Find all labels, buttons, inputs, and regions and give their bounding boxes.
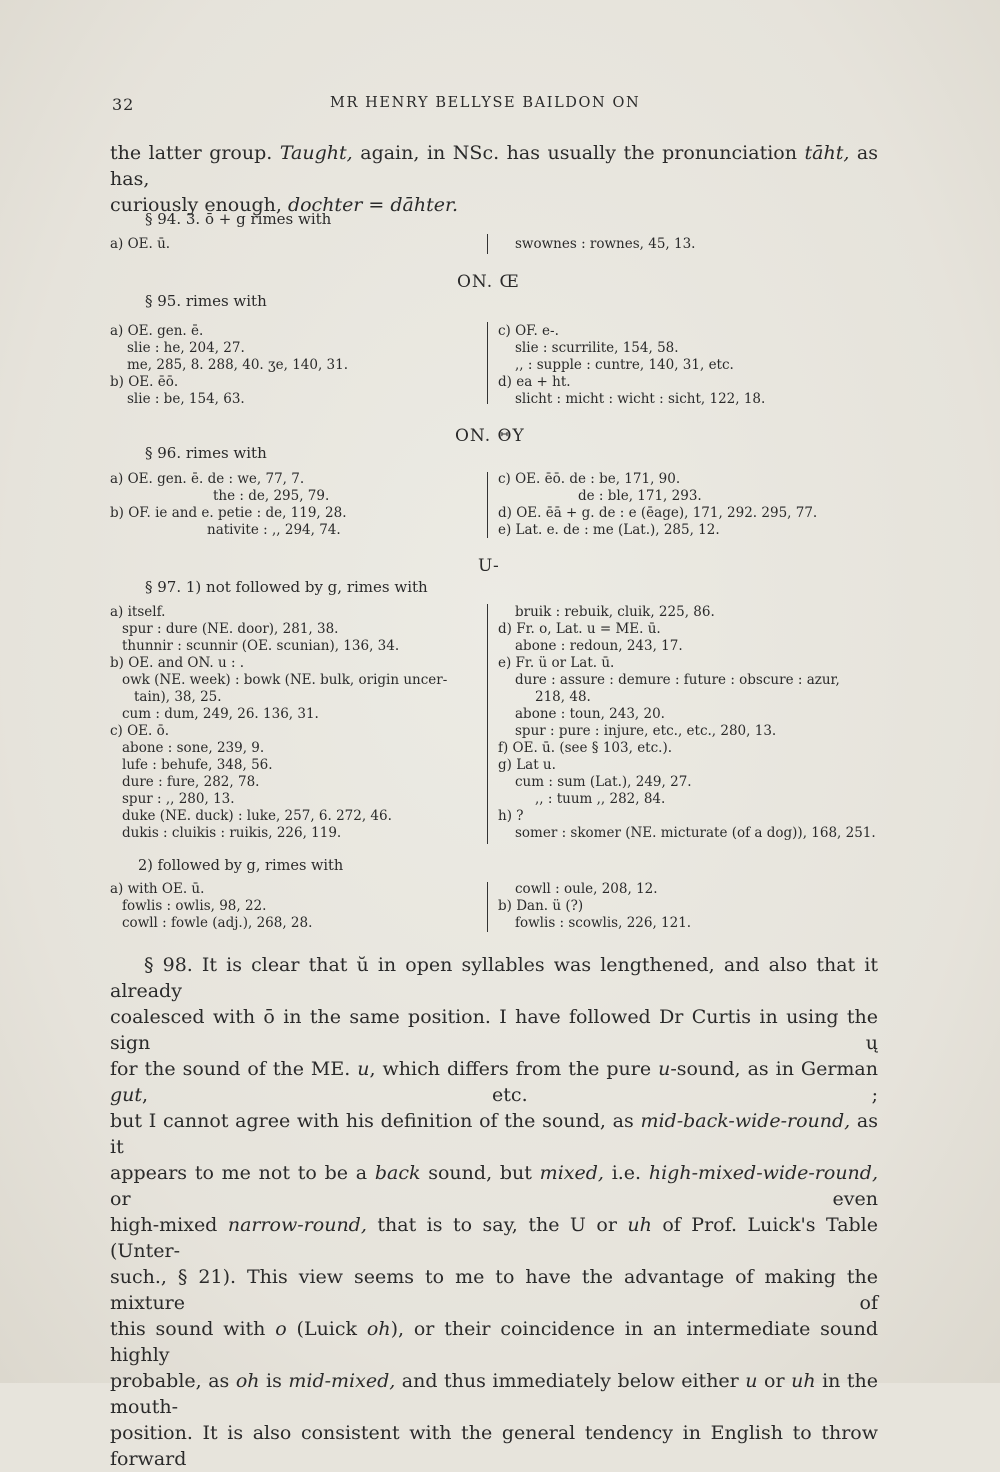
s98-line: but I cannot agree with his definition of the sound, as mid-back-wide-round, as it xyxy=(110,1110,878,1158)
s95-right-line: slie : scurrilite, 154, 58. xyxy=(515,340,679,356)
s96-left-line: a) OE. gen. ē. de : we, 77, 7. xyxy=(110,471,305,487)
s97-left2-column xyxy=(110,881,312,932)
s95-right-line: slicht : micht : wicht : sicht, 122, 18. xyxy=(515,391,766,407)
section-97-heading: § 97. 1) not followed by g, rimes with xyxy=(145,578,428,596)
s97-right2-column xyxy=(498,881,691,932)
s97-left-line: spur : dure (NE. door), 281, 38. xyxy=(122,621,339,637)
s97-left-line: owk (NE. week) : bowk (NE. bulk, origin uncer- xyxy=(122,672,448,688)
s97-right-line: abone : redoun, 243, 17. xyxy=(515,638,683,654)
s97-left-column xyxy=(110,604,447,842)
s96-right-line: c) OE. ēō. de : be, 171, 90. xyxy=(498,471,681,487)
s95-right-line: c) OF. e-. xyxy=(498,323,559,339)
s97-right-column xyxy=(498,604,876,842)
s97-right-line: cum : sum (Lat.), 249, 27. xyxy=(515,774,692,790)
heading-u: U- xyxy=(478,556,500,576)
s96-right-column xyxy=(498,471,817,539)
s97-left2-line: cowll : fowle (adj.), 268, 28. xyxy=(122,915,313,931)
page-number: 32 xyxy=(112,95,135,114)
s97-left2-line: a) with OE. ū. xyxy=(110,881,205,897)
s97-right-line: abone : toun, 243, 20. xyxy=(515,706,665,722)
s97-left-line: thunnir : scunnir (OE. scunian), 136, 34. xyxy=(122,638,400,654)
s97-right-line: 218, 48. xyxy=(535,689,591,705)
s96-right-line: d) OE. ēā + g. de : e (ēage), 171, 292. 295, 77. xyxy=(498,505,818,521)
s97-right2-line: b) Dan. ü (?) xyxy=(498,898,584,914)
s94-left-line: a) OE. ū. xyxy=(110,236,171,252)
s94-right-line: swownes : rownes, 45, 13. xyxy=(515,236,696,252)
section-95-heading: § 95. rimes with xyxy=(145,292,267,310)
intro-line-1: the latter group. Taught, again, in NSc. has usually the pronunciation tāht, as has, xyxy=(110,142,879,190)
s97-left-line: spur : ,, 280, 13. xyxy=(122,791,235,807)
s98-line: coalesced with ō in the same position. I have followed Dr Curtis in using the sign ų xyxy=(110,1006,878,1054)
s96-right-line: e) Lat. e. de : me (Lat.), 285, 12. xyxy=(498,522,720,538)
s98-line: high-mixed narrow-round, that is to say, the U or uh of Prof. Luick's Table (Unter- xyxy=(110,1214,879,1262)
s97-left-line: abone : sone, 239, 9. xyxy=(122,740,265,756)
intro-paragraph xyxy=(110,140,878,218)
s98-line: this sound with o (Luick oh), or their coincidence in an intermediate sound highly xyxy=(110,1318,878,1366)
s98-line: probable, as oh is mid-mixed, and thus immediately below either u or uh in the mouth- xyxy=(110,1370,879,1418)
section-96-heading: § 96. rimes with xyxy=(145,444,267,462)
s97-left-line: a) itself. xyxy=(110,604,166,620)
s98-line: appears to me not to be a back sound, but mixed, i.e. high-mixed-wide-round, or even xyxy=(110,1162,878,1210)
s95-left-line: a) OE. gen. ē. xyxy=(110,323,204,339)
s97-left-line: c) OE. ō. xyxy=(110,723,170,739)
s96-right-line: de : ble, 171, 293. xyxy=(578,488,702,504)
s95-left-line: slie : be, 154, 63. xyxy=(127,391,245,407)
section-94-heading: § 94. 3. ō + g rimes with xyxy=(145,210,332,228)
s97-left-line: cum : dum, 249, 26. 136, 31. xyxy=(122,706,319,722)
s97-right-line: bruik : rebuik, cluik, 225, 86. xyxy=(515,604,715,620)
s95-right-line: d) ea + ht. xyxy=(498,374,571,390)
s96-left-column xyxy=(110,471,347,539)
s96-left-line: the : de, 295, 79. xyxy=(213,488,330,504)
column-divider xyxy=(487,322,488,404)
s97-left-line: dure : fure, 282, 78. xyxy=(122,774,260,790)
running-header: MR HENRY BELLYSE BAILDON ON xyxy=(330,95,641,111)
s97-right-line: spur : pure : injure, etc., etc., 280, 13. xyxy=(515,723,777,739)
s97-right-line: f) OE. ū. (see § 103, etc.). xyxy=(498,740,673,756)
s98-line: position. It is also consistent with the general tendency in English to throw forward xyxy=(110,1422,878,1470)
column-divider xyxy=(487,472,488,538)
s97-left-line: tain), 38, 25. xyxy=(134,689,222,705)
s97-left-line: lufe : behufe, 348, 56. xyxy=(122,757,273,773)
s95-left-column xyxy=(110,323,348,408)
s97-right-line: ,, : tuum ,, 282, 84. xyxy=(535,791,666,807)
s96-left-line: nativite : ,, 294, 74. xyxy=(207,522,341,538)
column-divider xyxy=(487,234,488,254)
s97-left-line: b) OE. and ON. u : . xyxy=(110,655,245,671)
s97-sub2-heading: 2) followed by g, rimes with xyxy=(138,858,344,874)
s97-right-line: d) Fr. o, Lat. u = ME. ū. xyxy=(498,621,661,637)
column-divider xyxy=(487,882,488,932)
s97-right-line: e) Fr. ü or Lat. ū. xyxy=(498,655,615,671)
s97-left2-line: fowlis : owlis, 98, 22. xyxy=(122,898,267,914)
s97-left-line: duke (NE. duck) : luke, 257, 6. 272, 46. xyxy=(122,808,392,824)
s97-right-line: dure : assure : demure : future : obscure : azur, xyxy=(515,672,840,688)
s97-right2-line: cowll : oule, 208, 12. xyxy=(515,881,658,897)
heading-on-oe: ON. Œ xyxy=(457,272,520,292)
s97-right2-line: fowlis : scowlis, 226, 121. xyxy=(515,915,692,931)
s95-left-line: me, 285, 8. 288, 40. ʒe, 140, 31. xyxy=(127,357,349,373)
heading-on-ey: ON. ΘY xyxy=(455,426,525,446)
s98-line: such., § 21). This view seems to me to have the advantage of making the mixture of xyxy=(110,1266,878,1314)
s97-right-line: g) Lat u. xyxy=(498,757,556,773)
column-divider xyxy=(487,604,488,844)
s96-left-line: b) OF. ie and e. petie : de, 119, 28. xyxy=(110,505,347,521)
s95-left-line: b) OE. ēō. xyxy=(110,374,179,390)
s97-left-line: dukis : cluikis : ruikis, 226, 119. xyxy=(122,825,342,841)
intro-line-2: curiously enough, dochter = dāhter. xyxy=(110,194,459,216)
s95-left-line: slie : he, 204, 27. xyxy=(127,340,245,356)
s95-right-line: ,, : supple : cuntre, 140, 31, etc. xyxy=(515,357,734,373)
s98-line: § 98. It is clear that ŭ in open syllables was lengthened, and also that it already xyxy=(110,954,878,1002)
s95-right-column xyxy=(498,323,765,408)
s98-line: for the sound of the ME. u, which differs from the pure u-sound, as in German gut, etc. ; xyxy=(110,1058,878,1106)
s97-right-line: somer : skomer (NE. micturate (of a dog)), 168, 251. xyxy=(515,825,876,841)
s97-right-line: h) ? xyxy=(498,808,524,824)
section-98-paragraph xyxy=(110,952,878,1472)
